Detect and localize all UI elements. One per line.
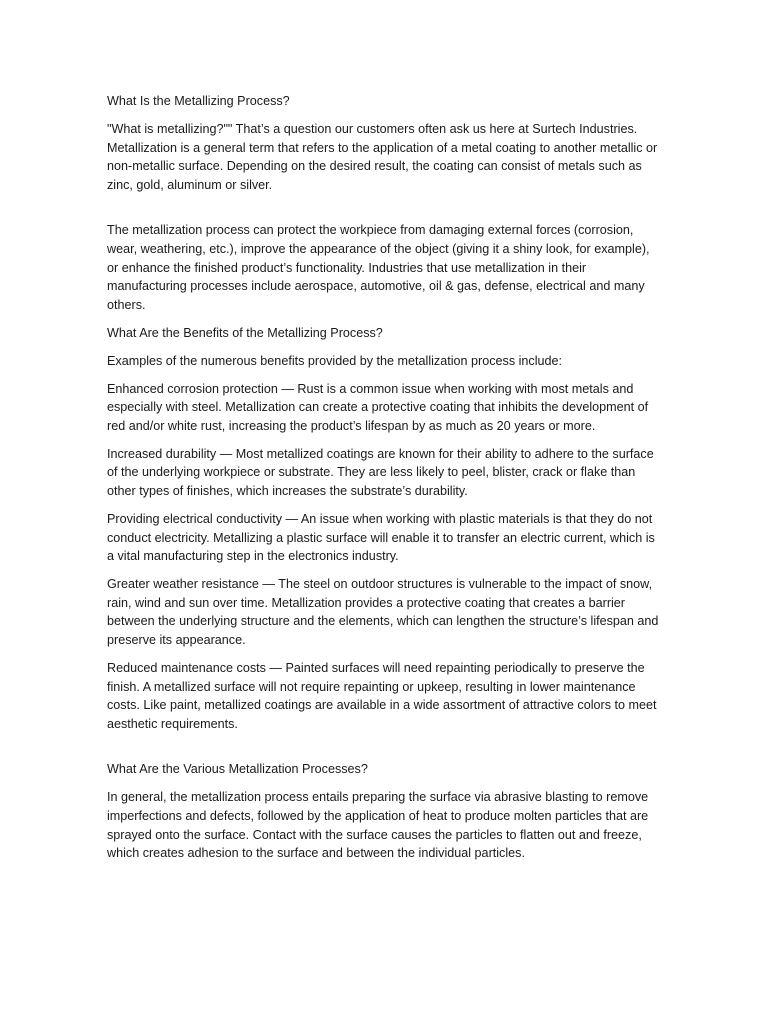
section-heading-benefits: What Are the Benefits of the Metallizing Process?	[107, 325, 383, 340]
paragraph-maintenance-costs: Reduced maintenance costs — Painted surfaces will need repainting periodically to preserve the finish. A metallized surface will not require repainting or upkeep, resulting in lower maintenance costs. Like paint, metallized coatings are available in a wide assortment of attractive colors to meet aesthetic requirements.	[107, 660, 657, 731]
paragraph-weather-resistance: Greater weather resistance — The steel on outdoor structures is vulnerable to the impact of snow, rain, wind and sun over time. Metallization provides a protective coating that creates a barrier between the underlying structure and the elements, which can lengthen the structure’s lifespan and preserve its appearance.	[107, 577, 659, 647]
paragraph-process-description: In general, the metallization process entails preparing the surface via abrasive blasting to remove imperfections and defects, followed by the application of heat to produce molten particles that are sprayed onto the surface. Contact with the surface causes the particles to flatten out and freeze, which creates adhesion to the surface and between the individual particles.	[107, 790, 649, 861]
paragraph-durability: Increased durability — Most metallized coatings are known for their ability to adhere to the surface of the underlying workpiece or substrate. They are less likely to peel, blister, crack or flake than other types of finishes, which increases the substrate’s durability.	[107, 446, 654, 499]
paragraph-intro: "What is metallizing?"" That’s a question our customers often ask us here at Surtech Industries. Metallization is a general term that refers to the application of a metal coating to another metallic or non-metallic surface. Depending on the desired result, the coating can consist of metals such as zinc, gold, aluminum or silver.	[107, 121, 658, 192]
paragraph-electrical-conductivity: Providing electrical conductivity — An issue when working with plastic materials is that they do not conduct electricity. Metallizing a plastic surface will enable it to transfer an electric current, which is a vital manufacturing step in the electronics industry.	[107, 512, 655, 564]
section-heading-metallizing-process: What Is the Metallizing Process?	[107, 94, 290, 108]
document-body	[107, 92, 663, 872]
paragraph-benefits-intro: Examples of the numerous benefits provided by the metallization process include:	[107, 353, 563, 368]
paragraph-corrosion-protection: Enhanced corrosion protection — Rust is a common issue when working with most metals and especially with steel. Metallization can create a protective coating that inhibits the development of red and/or white rust, increasing the product’s lifespan by as much as 20 years or more.	[107, 381, 649, 433]
section-heading-processes: What Are the Various Metallization Processes?	[107, 762, 368, 777]
paragraph-protection: The metallization process can protect the workpiece from damaging external forces (corrosion, wear, weathering, etc.), improve the appearance of the object (giving it a shiny look, for example), or enhance the finished product’s functionality. Industries that use metallization in their manufacturing processes include aerospace, automotive, oil & gas, defense, electrical and many others.	[107, 223, 650, 312]
